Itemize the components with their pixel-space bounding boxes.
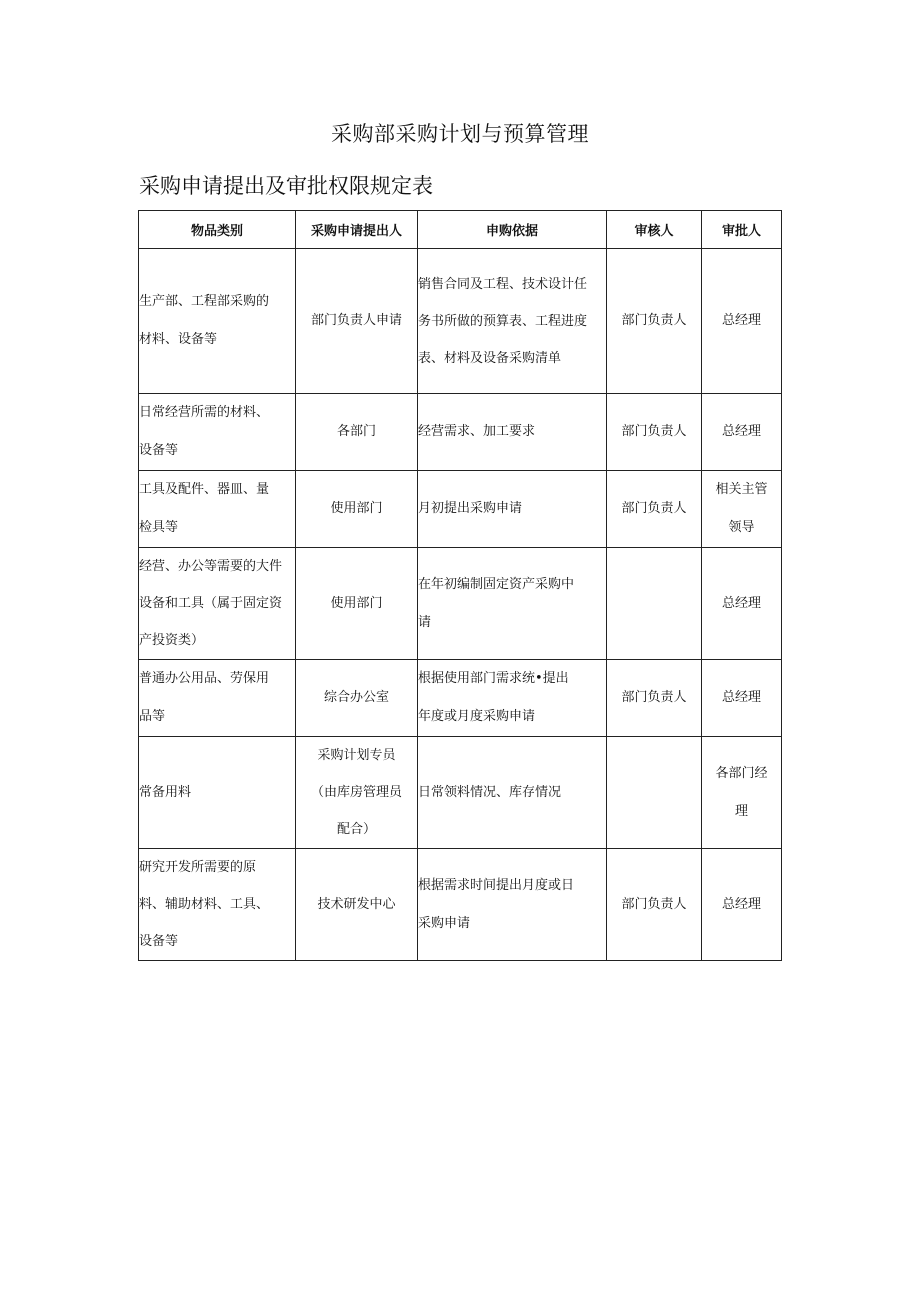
cell-line: 总经理	[721, 690, 761, 705]
cell-approver	[702, 849, 782, 961]
cell-approver	[702, 660, 782, 737]
cell-reviewer	[607, 737, 702, 849]
cell-line: 日常经营所需的材料、	[139, 405, 270, 420]
cell-line: 根据使用部门需求统•提出	[418, 671, 569, 686]
cell-line: 各部门经	[715, 765, 768, 781]
cell-proposer	[296, 849, 418, 961]
cell-line: 年度或月度采购申请	[418, 709, 536, 724]
cell-line: 根据需求时间提出月度或日	[418, 877, 575, 893]
cell-line: 综合办公室	[323, 690, 389, 705]
header-proposer: 采购申请提出人	[296, 211, 418, 249]
table-row	[139, 471, 782, 548]
header-reviewer: 审核人	[607, 211, 702, 249]
cell-approver	[702, 471, 782, 548]
cell-approver	[702, 249, 782, 394]
header-basis: 申购依据	[418, 211, 607, 249]
cell-proposer	[296, 737, 418, 849]
cell-line: 日常领料情况、库存情况	[418, 784, 562, 800]
cell-line: 总经理	[721, 424, 761, 439]
cell-reviewer: 部门负责人	[607, 849, 702, 961]
table-title: 采购申请提出及审批权限规定表	[139, 174, 433, 198]
cell-line: 经营需求、加工要求	[418, 424, 536, 439]
cell-line: 销售合同及工程、技术设计任	[418, 276, 588, 292]
cell-basis	[418, 548, 607, 660]
cell-proposer	[296, 394, 418, 471]
cell-approver	[702, 394, 782, 471]
cell-line: 表、材料及设备采购清单	[418, 350, 562, 366]
cell-line: 月初提出采购申请	[418, 501, 523, 516]
cell-line: （由库房管理员	[310, 785, 402, 800]
cell-line: 务书所做的预算表、工程进度	[418, 313, 588, 329]
cell-basis	[418, 471, 607, 548]
document-title: 采购部采购计划与预算管理	[331, 122, 589, 146]
cell-basis	[418, 249, 607, 394]
cell-line: 配合）	[336, 822, 376, 837]
cell-line: 使用部门	[330, 595, 383, 611]
cell-line: 采购申请	[418, 915, 471, 931]
cell-line: 材料、设备等	[139, 332, 218, 347]
table-row	[139, 849, 782, 961]
cell-category	[139, 249, 296, 394]
table-header-row	[139, 211, 782, 249]
cell-line: 在年初编制固定资产采购中	[418, 576, 575, 592]
cell-line: 总经理	[721, 595, 761, 611]
cell-line: 部门负责人申请	[310, 313, 402, 328]
table-row	[139, 660, 782, 737]
header-category: 物品类别	[139, 211, 296, 249]
cell-line: 生产部、工程部采购的	[139, 294, 270, 309]
cell-line: 技术研发中心	[317, 896, 396, 912]
cell-line: 请	[418, 614, 432, 630]
table-row	[139, 737, 782, 849]
cell-basis	[418, 737, 607, 849]
cell-category	[139, 660, 296, 737]
cell-line: 各部门	[336, 424, 376, 439]
cell-line: 工具及配件、器皿、量	[139, 482, 270, 497]
cell-basis	[418, 849, 607, 961]
cell-category	[139, 849, 296, 961]
cell-approver	[702, 737, 782, 849]
cell-reviewer	[607, 548, 702, 660]
cell-basis	[418, 660, 607, 737]
cell-line: 领导	[728, 520, 755, 535]
cell-approver	[702, 548, 782, 660]
cell-line: 经营、办公等需要的大件	[139, 559, 283, 574]
cell-category	[139, 737, 296, 849]
cell-line: 常备用料	[139, 784, 192, 800]
table-row	[139, 548, 782, 660]
cell-reviewer: 部门负责人	[607, 660, 702, 737]
cell-basis	[418, 394, 607, 471]
cell-line: 使用部门	[330, 501, 383, 516]
cell-line: 总经理	[721, 313, 761, 328]
cell-line: 设备和工具（属于固定资	[139, 596, 283, 611]
cell-line: 采购计划专员	[317, 748, 396, 763]
cell-proposer	[296, 660, 418, 737]
cell-line: 料、辅助材料、工具、	[139, 897, 270, 912]
cell-proposer	[296, 471, 418, 548]
cell-line: 普通办公用品、劳保用	[139, 671, 270, 686]
cell-category	[139, 548, 296, 660]
cell-proposer	[296, 548, 418, 660]
approval-authority-table	[138, 210, 782, 961]
header-approver: 审批人	[702, 211, 782, 249]
cell-category	[139, 394, 296, 471]
cell-proposer	[296, 249, 418, 394]
cell-line: 品等	[139, 709, 166, 724]
cell-reviewer: 部门负责人	[607, 471, 702, 548]
cell-line: 产投资类）	[139, 633, 205, 648]
cell-line: 理	[734, 803, 748, 819]
cell-line: 总经理	[721, 896, 761, 912]
cell-line: 研究开发所需要的原	[139, 860, 257, 875]
table-row	[139, 249, 782, 394]
cell-category	[139, 471, 296, 548]
cell-line: 检具等	[139, 520, 179, 535]
cell-line: 设备等	[139, 934, 179, 949]
table-row	[139, 394, 782, 471]
cell-reviewer: 部门负责人	[607, 394, 702, 471]
cell-line: 设备等	[139, 443, 179, 458]
cell-reviewer: 部门负责人	[607, 249, 702, 394]
cell-line: 相关主管	[715, 482, 768, 497]
